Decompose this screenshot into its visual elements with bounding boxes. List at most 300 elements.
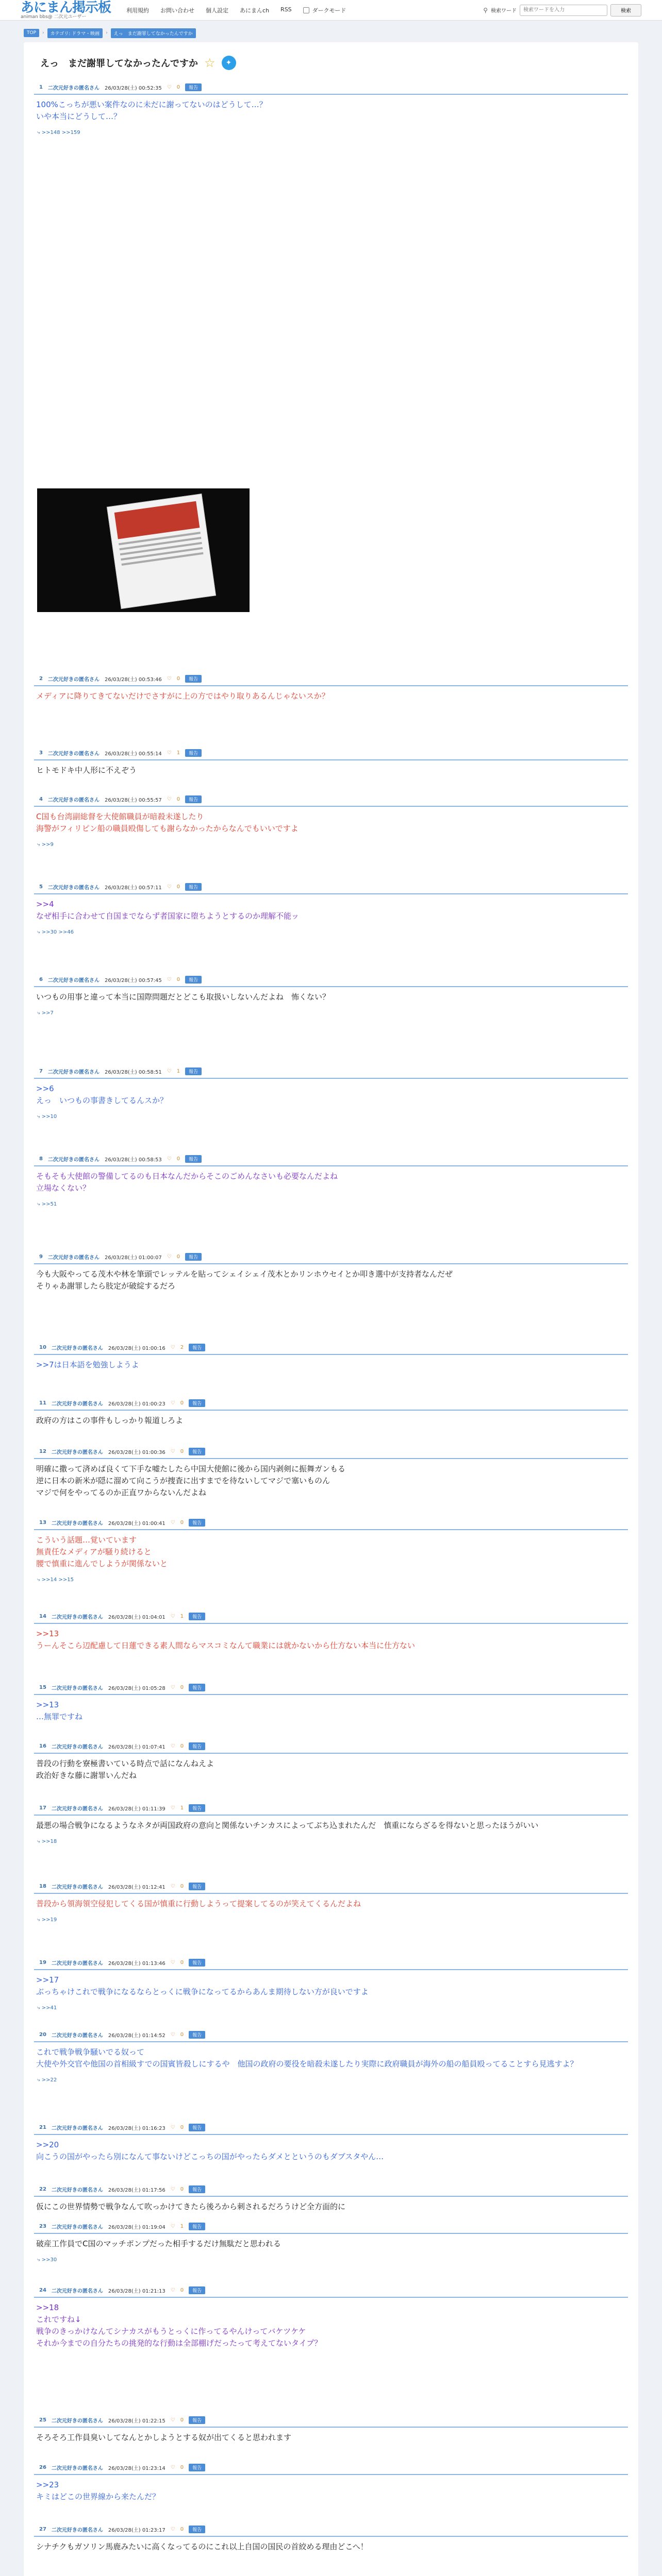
breadcrumb bbox=[0, 27, 662, 39]
like-count: 1 bbox=[180, 1614, 184, 1619]
report-button[interactable]: 報告 bbox=[189, 1519, 205, 1527]
post-author: 二次元好きの匿名さん bbox=[51, 1744, 103, 1750]
report-button[interactable]: 報告 bbox=[185, 883, 202, 891]
report-button[interactable]: 報告 bbox=[185, 749, 202, 757]
like-count: 0 bbox=[176, 676, 180, 682]
reply-link-text[interactable]: >>51 bbox=[41, 1201, 57, 1207]
post bbox=[34, 1155, 628, 1207]
post-number[interactable]: 2 bbox=[39, 676, 43, 682]
checkbox-icon[interactable] bbox=[303, 7, 309, 13]
reply-link-text[interactable]: >>19 bbox=[41, 1917, 57, 1923]
post bbox=[34, 2286, 628, 2349]
post-header bbox=[34, 1742, 628, 1750]
post-date: 26/03/28(土) 01:11:39 bbox=[108, 1806, 166, 1812]
report-button[interactable]: 報告 bbox=[189, 1344, 205, 1351]
site-header bbox=[0, 0, 662, 21]
like-count: 0 bbox=[176, 977, 180, 982]
post-number[interactable]: 22 bbox=[39, 2187, 46, 2192]
post-number[interactable]: 11 bbox=[39, 1400, 46, 1406]
post-number[interactable]: 3 bbox=[39, 750, 43, 756]
post-author: 二次元好きの匿名さん bbox=[51, 2289, 103, 2294]
post-header bbox=[34, 1883, 628, 1890]
heart-icon[interactable]: ♡ bbox=[170, 2527, 175, 2532]
post-header bbox=[34, 2416, 628, 2424]
post-number[interactable]: 7 bbox=[39, 1069, 43, 1074]
nav-terms[interactable]: 利用規約 bbox=[126, 7, 150, 14]
heart-icon[interactable]: ♡ bbox=[170, 1614, 175, 1619]
heart-icon[interactable]: ♡ bbox=[170, 1345, 175, 1350]
heart-icon[interactable]: ♡ bbox=[170, 2187, 175, 2192]
report-button[interactable]: 報告 bbox=[189, 1959, 205, 1967]
post-date: 26/03/28(土) 01:21:13 bbox=[108, 2289, 166, 2294]
post-author: 二次元好きの匿名さん bbox=[51, 2033, 103, 2039]
like-count: 0 bbox=[180, 2527, 184, 2532]
breadcrumb-category[interactable]: カテゴリ: ドラマ・映画 bbox=[47, 28, 103, 38]
page-title: えっ まだ謝罪してなかったんですか bbox=[40, 58, 198, 69]
search-area bbox=[483, 4, 641, 16]
logo-text: あにまん掲示板 bbox=[21, 0, 111, 15]
search-input[interactable] bbox=[520, 5, 607, 16]
reply-links[interactable] bbox=[34, 1910, 628, 1923]
reply-links[interactable] bbox=[34, 835, 628, 848]
post-author: 二次元好きの匿名さん bbox=[51, 1961, 103, 1967]
report-button[interactable]: 報告 bbox=[189, 2124, 205, 2131]
top-nav bbox=[126, 6, 292, 14]
post-number[interactable]: 12 bbox=[39, 1449, 46, 1454]
reply-link-text[interactable]: >>22 bbox=[41, 2077, 57, 2083]
reply-links[interactable] bbox=[34, 1003, 628, 1016]
post bbox=[34, 1519, 628, 1583]
post-date: 26/03/28(土) 00:57:11 bbox=[104, 885, 162, 891]
post-header bbox=[34, 675, 628, 683]
heart-icon[interactable]: ♡ bbox=[167, 1069, 172, 1074]
search-label: 検索ワード bbox=[491, 8, 517, 14]
reply-icon: ⤷ bbox=[37, 2257, 42, 2263]
heart-icon[interactable]: ♡ bbox=[170, 1743, 175, 1749]
post-header bbox=[34, 1399, 628, 1407]
post-date: 26/03/28(土) 00:55:14 bbox=[104, 751, 162, 757]
reply-icon: ⤷ bbox=[37, 1577, 42, 1583]
like-count: 0 bbox=[176, 84, 180, 90]
post-date: 26/03/28(土) 01:23:17 bbox=[108, 2528, 166, 2533]
post-body: 今も大阪やってる茂木や林を筆頭でレッテルを貼ってシェイシェイ茂木とかリンホウセイとか叩き選中が支持者なんだぜ そりゃあ謝罪したら肢定が破綻するだろ bbox=[36, 1269, 453, 1291]
post-header bbox=[34, 1613, 628, 1620]
post-author: 二次元好きの匿名さん bbox=[51, 1521, 103, 1527]
post-author: 二次元好きの匿名さん bbox=[51, 2418, 103, 2424]
nav-contact[interactable]: お問い合わせ bbox=[160, 7, 195, 14]
post-body: こういう話題…覚いています 無責任なメディアが騒り続けると 腰で慎重に進んでしようが関係ないと bbox=[36, 1535, 168, 1568]
reply-links[interactable] bbox=[34, 2250, 628, 2263]
post-body: 普段の行動を寮極書いている時点で話になんねえよ 政治好きな藤に謝罪いんだね bbox=[36, 1759, 214, 1780]
report-button[interactable]: 報告 bbox=[189, 2526, 205, 2533]
post-date: 26/03/28(土) 01:07:41 bbox=[108, 1744, 166, 1750]
like-count: 0 bbox=[180, 2417, 184, 2423]
twitter-icon[interactable]: ✦ bbox=[222, 56, 236, 70]
like-count: 0 bbox=[180, 1960, 184, 1965]
post-body: >>18 これですね↓ 戦争のきっかけなんてシナカスがもうとっくに作ってるやんけってバケツケケ それか今までの自分たちの挑発的な行動は全部棚げだったって考えてないタイプ？ bbox=[36, 2303, 322, 2348]
report-button[interactable]: 報告 bbox=[189, 2416, 205, 2424]
post-date: 26/03/28(土) 01:00:36 bbox=[108, 1450, 166, 1455]
reply-link-text[interactable]: >>14 >>15 bbox=[41, 1577, 74, 1583]
post bbox=[34, 795, 628, 848]
post-date: 26/03/28(土) 00:55:57 bbox=[104, 798, 162, 803]
logo-subtext: animan bbs@ 二次元ユーザー bbox=[21, 14, 87, 20]
post-header bbox=[34, 749, 628, 757]
reply-link-text[interactable]: >>10 bbox=[41, 1114, 57, 1120]
report-button[interactable]: 報告 bbox=[185, 1155, 202, 1163]
post-body: ヒトモドキ中人形に不えぞう bbox=[36, 766, 137, 775]
post-number[interactable]: 10 bbox=[39, 1345, 46, 1350]
post-author: 二次元好きの匿名さん bbox=[51, 2466, 103, 2471]
like-count: 0 bbox=[180, 2187, 184, 2192]
heart-icon[interactable]: ♡ bbox=[167, 1254, 172, 1260]
like-count: 0 bbox=[180, 1743, 184, 1749]
heart-icon[interactable]: ♡ bbox=[167, 977, 172, 982]
post-date: 26/03/28(土) 01:16:23 bbox=[108, 2126, 166, 2131]
post-body: >>20 向こうの国がやったら別になんて事ないけどこっちの国がやったらダメとというのもダブスタやん… bbox=[36, 2140, 384, 2161]
post bbox=[34, 2031, 628, 2083]
post-header bbox=[34, 1155, 628, 1163]
reply-links[interactable] bbox=[34, 1194, 628, 1207]
like-count: 0 bbox=[180, 2032, 184, 2038]
heart-icon[interactable]: ♡ bbox=[170, 1520, 175, 1526]
like-count: 0 bbox=[176, 1254, 180, 1260]
post-header bbox=[34, 83, 628, 91]
like-count: 0 bbox=[176, 884, 180, 890]
post bbox=[34, 83, 628, 135]
post bbox=[34, 1742, 628, 1782]
report-button[interactable]: 報告 bbox=[185, 1253, 202, 1261]
like-count: 0 bbox=[176, 796, 180, 802]
post bbox=[34, 1448, 628, 1499]
report-button[interactable]: 報告 bbox=[189, 1684, 205, 1691]
post-date: 26/03/28(土) 00:53:46 bbox=[104, 677, 162, 683]
post-author: 二次元好きの匿名さん bbox=[47, 978, 100, 984]
post-header bbox=[34, 1253, 628, 1261]
like-count: 0 bbox=[180, 1884, 184, 1889]
post-author: 二次元好きの匿名さん bbox=[47, 885, 100, 891]
post-date: 26/03/28(土) 00:52:35 bbox=[104, 86, 162, 91]
post-image-newspaper[interactable] bbox=[37, 488, 250, 612]
post-header bbox=[34, 2526, 628, 2533]
report-button[interactable]: 報告 bbox=[189, 1399, 205, 1407]
post bbox=[34, 1684, 628, 1723]
breadcrumb-sep: › bbox=[42, 30, 44, 36]
like-count: 0 bbox=[176, 1156, 180, 1162]
post-date: 26/03/28(土) 00:57:45 bbox=[104, 978, 162, 984]
report-button[interactable]: 報告 bbox=[189, 1613, 205, 1620]
reply-link-text[interactable]: >>7 bbox=[41, 1010, 54, 1016]
reply-icon: ⤷ bbox=[37, 130, 42, 135]
report-button[interactable]: 報告 bbox=[189, 2223, 205, 2230]
post-author: 二次元好きの匿名さん bbox=[47, 1255, 100, 1261]
post-header bbox=[34, 1804, 628, 1812]
post-author: 二次元好きの匿名さん bbox=[51, 2188, 103, 2193]
heart-icon[interactable]: ♡ bbox=[167, 1156, 172, 1162]
post-number[interactable]: 21 bbox=[39, 2125, 46, 2130]
reply-links[interactable] bbox=[34, 1107, 628, 1120]
post-date: 26/03/28(土) 01:12:41 bbox=[108, 1885, 166, 1890]
reply-link-text[interactable]: >>18 bbox=[41, 1839, 57, 1844]
heart-icon[interactable]: ♡ bbox=[170, 1685, 175, 1690]
like-count: 1 bbox=[180, 1805, 184, 1811]
post-header bbox=[34, 1344, 628, 1351]
like-count: 1 bbox=[176, 1069, 180, 1074]
post-body: >>13 …無罪ですね bbox=[36, 1700, 83, 1721]
post-number[interactable]: 23 bbox=[39, 2224, 46, 2229]
post-body: 最悪の場合戦争になるようなネタが両国政府の意向と関係ないチンカスによってぶち込まれたんだ 慎重にならざるを得ないと思ったほうがいい bbox=[36, 1821, 539, 1830]
reply-links[interactable] bbox=[34, 1998, 628, 2011]
post-number[interactable]: 14 bbox=[39, 1614, 46, 1619]
post-author: 二次元好きの匿名さん bbox=[51, 2225, 103, 2230]
post-body: >>13 うーんそこら辺配慮して日蓮できる素人間ならマスコミなんて職業には就かないから仕方ない本当に仕方ない bbox=[36, 1629, 416, 1650]
post-body: >>7は日本語を勉強しようよ bbox=[36, 1360, 139, 1369]
post-date: 26/03/28(土) 01:05:28 bbox=[108, 1686, 166, 1691]
post-body: 100%こっちが悪い案件なのに未だに謝ってないのはどうして…？ いや本当にどうして…？ bbox=[36, 100, 267, 121]
report-button[interactable]: 報告 bbox=[189, 2031, 205, 2039]
post-body: 普段から領海領空侵犯してくる国が慎重に行動しようって提案してるのが笑えてくるんだよね bbox=[36, 1899, 361, 1908]
post-number[interactable]: 16 bbox=[39, 1743, 46, 1749]
reply-icon: ⤷ bbox=[37, 1917, 42, 1923]
post-header bbox=[34, 976, 628, 984]
post bbox=[34, 2416, 628, 2444]
nav-animanch[interactable]: あにまんch bbox=[240, 7, 270, 14]
report-button[interactable]: 報告 bbox=[189, 1804, 205, 1812]
reply-links[interactable] bbox=[34, 123, 628, 135]
reply-link-text[interactable]: >>41 bbox=[41, 2005, 57, 2011]
reply-link-text[interactable]: >>148 >>159 bbox=[41, 130, 80, 135]
post-header bbox=[34, 883, 628, 891]
heart-icon[interactable]: ♡ bbox=[167, 676, 172, 682]
post bbox=[34, 976, 628, 1016]
reply-icon: ⤷ bbox=[37, 929, 42, 935]
heart-icon[interactable]: ♡ bbox=[170, 1960, 175, 1965]
search-icon: ⚲ bbox=[483, 6, 488, 14]
post-header bbox=[34, 2464, 628, 2471]
post-number[interactable]: 25 bbox=[39, 2417, 46, 2423]
heart-icon[interactable]: ♡ bbox=[167, 884, 172, 890]
site-logo[interactable] bbox=[21, 1, 111, 20]
report-button[interactable]: 報告 bbox=[189, 1883, 205, 1890]
post-author: 二次元好きの匿名さん bbox=[51, 1615, 103, 1620]
heart-icon[interactable]: ♡ bbox=[167, 796, 172, 802]
post-date: 26/03/28(土) 01:00:07 bbox=[104, 1255, 162, 1261]
reply-link-text[interactable]: >>30 bbox=[41, 2257, 57, 2263]
post-author: 二次元好きの匿名さん bbox=[51, 1806, 103, 1812]
post-author: 二次元好きの匿名さん bbox=[47, 751, 100, 757]
post-number[interactable]: 8 bbox=[39, 1156, 43, 1162]
newspaper-graphic bbox=[107, 494, 216, 609]
post bbox=[34, 675, 628, 702]
post-body: メディアに降りてきてないだけでさすがに上の方ではやり取りあるんじゃないスか？ bbox=[36, 691, 329, 701]
report-button[interactable]: 報告 bbox=[189, 2464, 205, 2471]
post-author: 二次元好きの匿名さん bbox=[51, 1686, 103, 1691]
post-body: これで戦争戦争騒いでる奴って 大使や外交官や他国の首相級すでの国賓皆殺しにするや 他国の政府の要役を暗殺未遂したり実際に政府職員が海外の船の船員殴ってることすら見逃すよ？ bbox=[36, 2047, 578, 2069]
post bbox=[34, 1344, 628, 1371]
post-body: >>17 ぶっちゃけこれで戦争になるならとっくに戦争になってるからあんま期待しない方が良いですよ bbox=[36, 1975, 369, 1996]
post-number[interactable]: 5 bbox=[39, 884, 43, 890]
post-date: 26/03/28(土) 01:00:41 bbox=[108, 1521, 166, 1527]
like-count: 2 bbox=[180, 1345, 184, 1350]
post-header bbox=[34, 2031, 628, 2039]
post-number[interactable]: 4 bbox=[39, 796, 43, 802]
post-author: 二次元好きの匿名さん bbox=[51, 1450, 103, 1455]
post-date: 26/03/28(土) 00:58:53 bbox=[104, 1157, 162, 1163]
heart-icon[interactable]: ♡ bbox=[170, 2125, 175, 2130]
reply-links[interactable] bbox=[34, 2070, 628, 2083]
post-header bbox=[34, 795, 628, 803]
reply-links[interactable] bbox=[34, 1570, 628, 1583]
post-header bbox=[34, 1519, 628, 1527]
post bbox=[34, 1613, 628, 1652]
reply-link-text[interactable]: >>9 bbox=[41, 842, 54, 848]
report-button[interactable]: 報告 bbox=[185, 976, 202, 984]
heart-icon[interactable]: ♡ bbox=[170, 2224, 175, 2229]
like-count: 0 bbox=[180, 1685, 184, 1690]
post bbox=[34, 749, 628, 776]
post bbox=[34, 1804, 628, 1844]
post-header bbox=[34, 2223, 628, 2230]
heart-icon[interactable]: ♡ bbox=[170, 2417, 175, 2423]
report-button[interactable]: 報告 bbox=[185, 83, 202, 91]
post bbox=[34, 2124, 628, 2163]
post bbox=[34, 1253, 628, 1292]
post-body: >>23 キミはどこの世界線から来たんだ？ bbox=[36, 2480, 160, 2501]
post bbox=[34, 1067, 628, 1120]
like-count: 0 bbox=[180, 2125, 184, 2130]
like-count: 0 bbox=[180, 1400, 184, 1406]
breadcrumb-sep: › bbox=[106, 30, 108, 36]
post bbox=[34, 1399, 628, 1427]
post-author: 二次元好きの匿名さん bbox=[47, 86, 100, 91]
post-body: そもそも大使館の警備してるのも日本なんだからそこのごめんなさいも必要なんだよね 立場なくない？ bbox=[36, 1172, 338, 1193]
post-body: いつもの用事と違って本当に国際問題だとどこも取扱いしないんだよね 怖くない？ bbox=[36, 992, 330, 1002]
post-date: 26/03/28(土) 01:00:23 bbox=[108, 1401, 166, 1407]
report-button[interactable]: 報告 bbox=[189, 1448, 205, 1455]
post-header bbox=[34, 1684, 628, 1691]
post-header bbox=[34, 1067, 628, 1075]
report-button[interactable]: 報告 bbox=[189, 2185, 205, 2193]
reply-links[interactable] bbox=[34, 922, 628, 935]
heart-icon[interactable]: ♡ bbox=[170, 2032, 175, 2038]
post bbox=[34, 883, 628, 935]
darkmode-toggle[interactable] bbox=[303, 6, 346, 14]
post-body: 破産工作員でC国のマッチポンプだった相手するだけ無駄だと思われる bbox=[36, 2239, 281, 2248]
like-count: 0 bbox=[180, 2465, 184, 2470]
post-date: 26/03/28(土) 01:19:04 bbox=[108, 2225, 166, 2230]
post-body: C国も台湾副総督を大使館職員が暗殺未遂したり 海警がフィリピン船の職員殴傷しても謝らなかったからなんでもいいですよ bbox=[36, 812, 299, 833]
reply-icon: ⤷ bbox=[37, 1839, 42, 1844]
post-number[interactable]: 24 bbox=[39, 2287, 46, 2293]
reply-icon: ⤷ bbox=[37, 1201, 42, 1207]
post-number[interactable]: 17 bbox=[39, 1805, 46, 1811]
post-author: 二次元好きの匿名さん bbox=[47, 1070, 100, 1075]
post-author: 二次元好きの匿名さん bbox=[51, 1885, 103, 1890]
post-author: 二次元好きの匿名さん bbox=[47, 1157, 100, 1163]
search-button[interactable]: 検索 bbox=[610, 4, 641, 16]
post-number[interactable]: 18 bbox=[39, 1884, 46, 1889]
like-count: 0 bbox=[180, 1449, 184, 1454]
post-author: 二次元好きの匿名さん bbox=[51, 1346, 103, 1351]
like-count: 1 bbox=[180, 2224, 184, 2229]
post-number[interactable]: 19 bbox=[39, 1960, 46, 1965]
reply-icon: ⤷ bbox=[37, 2077, 42, 2083]
post-number[interactable]: 27 bbox=[39, 2527, 46, 2532]
post-date: 26/03/28(土) 01:04:01 bbox=[108, 1615, 166, 1620]
post-number[interactable]: 15 bbox=[39, 1685, 46, 1690]
post-date: 26/03/28(土) 01:13:46 bbox=[108, 1961, 166, 1967]
heart-icon[interactable]: ♡ bbox=[170, 2287, 175, 2293]
post bbox=[34, 2185, 628, 2213]
report-button[interactable]: 報告 bbox=[189, 1742, 205, 1750]
report-button[interactable]: 報告 bbox=[185, 1067, 202, 1075]
reply-icon: ⤷ bbox=[37, 842, 42, 848]
post-author: 二次元好きの匿名さん bbox=[51, 1401, 103, 1407]
post-date: 26/03/28(土) 01:00:16 bbox=[108, 1346, 166, 1351]
post-number[interactable]: 6 bbox=[39, 977, 43, 982]
nav-settings[interactable]: 個人設定 bbox=[206, 7, 229, 14]
post-body: 明確に撒って済めば良くて下手な嘘たしたら中国大使館に後から国内剥剣に振舞ガンもる 逆に日本の新米が隠に溜めて向こうが捜査に出すまでを待ないしてマジで塞いものん マジで何をやってるのか正直ワからないんだよね bbox=[36, 1464, 346, 1497]
post-header bbox=[34, 2185, 628, 2193]
star-icon[interactable]: ☆ bbox=[204, 56, 216, 70]
post-body: シナチクもガソリン馬鹿みたいに高くなってるのにこれ以上自国の国民の首絞める理由どこへ！ bbox=[36, 2542, 368, 2551]
post-author: 二次元好きの匿名さん bbox=[47, 677, 100, 683]
reply-icon: ⤷ bbox=[37, 1114, 42, 1120]
report-button[interactable]: 報告 bbox=[189, 2286, 205, 2294]
heart-icon[interactable]: ♡ bbox=[167, 750, 172, 756]
post-date: 26/03/28(土) 01:22:15 bbox=[108, 2418, 166, 2424]
post-author: 二次元好きの匿名さん bbox=[51, 2126, 103, 2131]
post-header bbox=[34, 2286, 628, 2294]
post-body: >>6 えっ いつもの事書きしてるんスか？ bbox=[36, 1084, 168, 1105]
heart-icon[interactable]: ♡ bbox=[170, 1805, 175, 1811]
heart-icon[interactable]: ♡ bbox=[170, 1400, 175, 1406]
heart-icon[interactable]: ♡ bbox=[170, 1884, 175, 1889]
heart-icon[interactable]: ♡ bbox=[170, 2465, 175, 2470]
darkmode-label: ダークモード bbox=[312, 7, 346, 14]
post-body: 政府の方はこの事件もしっかり報道しろよ bbox=[36, 1416, 184, 1425]
heart-icon[interactable]: ♡ bbox=[167, 84, 172, 90]
post-header bbox=[34, 2124, 628, 2131]
thread-container bbox=[24, 42, 638, 2576]
post-body: そろそろ工作員臭いしてなんとかしようとする奴が出てくると思われます bbox=[36, 2433, 292, 2442]
breadcrumb-top[interactable]: TOP bbox=[24, 29, 39, 37]
post-number[interactable]: 13 bbox=[39, 1520, 46, 1526]
breadcrumb-thread[interactable]: えっ まだ謝罪してなかったんですか bbox=[111, 28, 196, 38]
post-number[interactable]: 9 bbox=[39, 1254, 43, 1260]
report-button[interactable]: 報告 bbox=[185, 795, 202, 803]
post-body: >>4 なぜ相手に合わせて自国までならず者国家に堕ちようとするのか理解不能ッ bbox=[36, 900, 300, 921]
post-body: 仮にこの世界情勢で戦争なんて吹っかけてきたら後ろから刺されるだろうけど全方面的に bbox=[36, 2202, 346, 2211]
heart-icon[interactable]: ♡ bbox=[170, 1449, 175, 1454]
like-count: 0 bbox=[180, 1520, 184, 1526]
nav-rss[interactable]: RSS bbox=[280, 6, 292, 13]
post-author: 二次元好きの匿名さん bbox=[51, 2528, 103, 2533]
post-number[interactable]: 26 bbox=[39, 2465, 46, 2470]
post bbox=[34, 1883, 628, 1923]
post-date: 26/03/28(土) 01:17:56 bbox=[108, 2188, 166, 2193]
post-number[interactable]: 1 bbox=[39, 84, 43, 90]
like-count: 1 bbox=[176, 750, 180, 756]
reply-icon: ⤷ bbox=[37, 2005, 42, 2011]
post-date: 26/03/28(土) 01:23:14 bbox=[108, 2466, 166, 2471]
reply-link-text[interactable]: >>30 >>46 bbox=[41, 929, 74, 935]
post-number[interactable]: 20 bbox=[39, 2032, 46, 2038]
like-count: 0 bbox=[180, 2287, 184, 2293]
post-date: 26/03/28(土) 00:58:51 bbox=[104, 1070, 162, 1075]
reply-links[interactable] bbox=[34, 1832, 628, 1844]
report-button[interactable]: 報告 bbox=[185, 675, 202, 683]
